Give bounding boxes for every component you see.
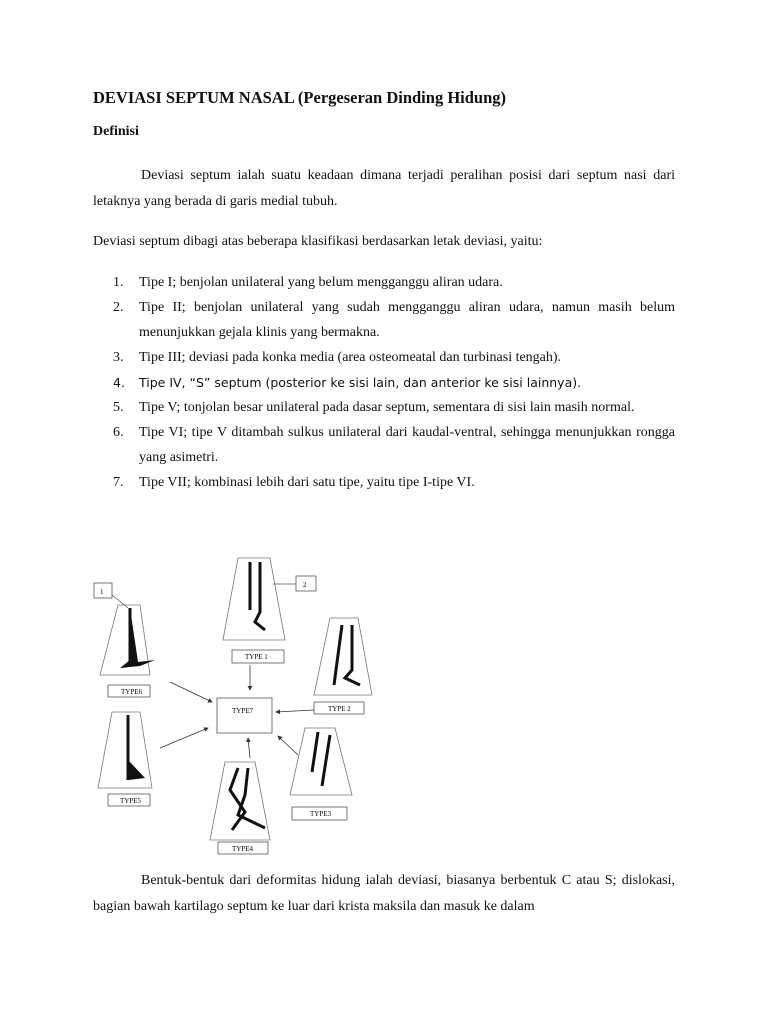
section-heading-definisi: Definisi — [93, 124, 139, 139]
paragraph-classification-intro: Deviasi septum dibagi atas beberapa klasifikasi berdasarkan letak deviasi, yaitu: — [93, 234, 543, 249]
type5-sketch — [98, 712, 152, 788]
list-item: 5. Tipe V; tonjolan besar unilateral pada dasar septum, sementara di sisi lain masih normal. — [113, 400, 635, 415]
list-item: 1. Tipe I; benjolan unilateral yang belum mengganggu aliran udara. — [113, 275, 503, 290]
list-item: 2. Tipe II; benjolan unilateral yang sudah mengganggu aliran udara, namun masih belum menunjukkan gejala klinis yang bermakna. — [113, 300, 675, 340]
type3-sketch — [290, 728, 352, 795]
list-item: 4. Tipe IV, “S” septum (posterior ke sisi lain, dan anterior ke sisi lainnya). — [113, 375, 582, 390]
document-title: DEVIASI SEPTUM NASAL (Pergeseran Dinding Hidung) — [93, 88, 507, 107]
type2-label: TYPE 2 — [328, 705, 351, 713]
list-item: 6. Tipe VI; tipe V ditambah sulkus unilateral dari kaudal-ventral, sehingga menunjukkan rongga yang asimetri. — [113, 425, 675, 465]
type6-label: TYPE6 — [121, 688, 142, 696]
type3-label: TYPE3 — [310, 810, 331, 818]
list-item: 7. Tipe VII; kombinasi lebih dari satu tipe, yaitu tipe I-tipe VI. — [113, 475, 475, 490]
paragraph-definition-text: Deviasi septum ialah suatu keadaan dimana terjadi peralihan posisi dari septum nasi dari letaknya yang berada di garis medial tubuh. — [93, 168, 675, 209]
callout-1-text: 1 — [100, 588, 104, 596]
paragraph-deformities — [93, 868, 675, 920]
type4-label: TYPE4 — [232, 845, 253, 853]
type4-sketch — [210, 762, 270, 840]
paragraph-deformities-text: Bentuk-bentuk dari deformitas hidung ialah deviasi, biasanya berbentuk C atau S; dislokasi, bagian bawah kartilago septum ke luar dari krista maksila dan masuk ke dalam — [93, 873, 675, 914]
type5-label: TYPE5 — [120, 797, 141, 805]
paragraph-definition — [93, 163, 675, 215]
type2-sketch — [314, 618, 372, 695]
type-list — [93, 270, 675, 495]
type6-sketch — [100, 605, 155, 675]
list-item: 3. Tipe III; deviasi pada konka media (area osteomeatal dan turbinasi tengah). — [113, 350, 562, 365]
septum-types-diagram — [90, 550, 390, 860]
type1-label: TYPE 1 — [245, 653, 268, 661]
callout-2-text: 2 — [303, 581, 307, 589]
type7-label: TYPE7 — [232, 707, 253, 715]
type7-box — [217, 698, 272, 733]
type1-sketch — [223, 558, 285, 640]
